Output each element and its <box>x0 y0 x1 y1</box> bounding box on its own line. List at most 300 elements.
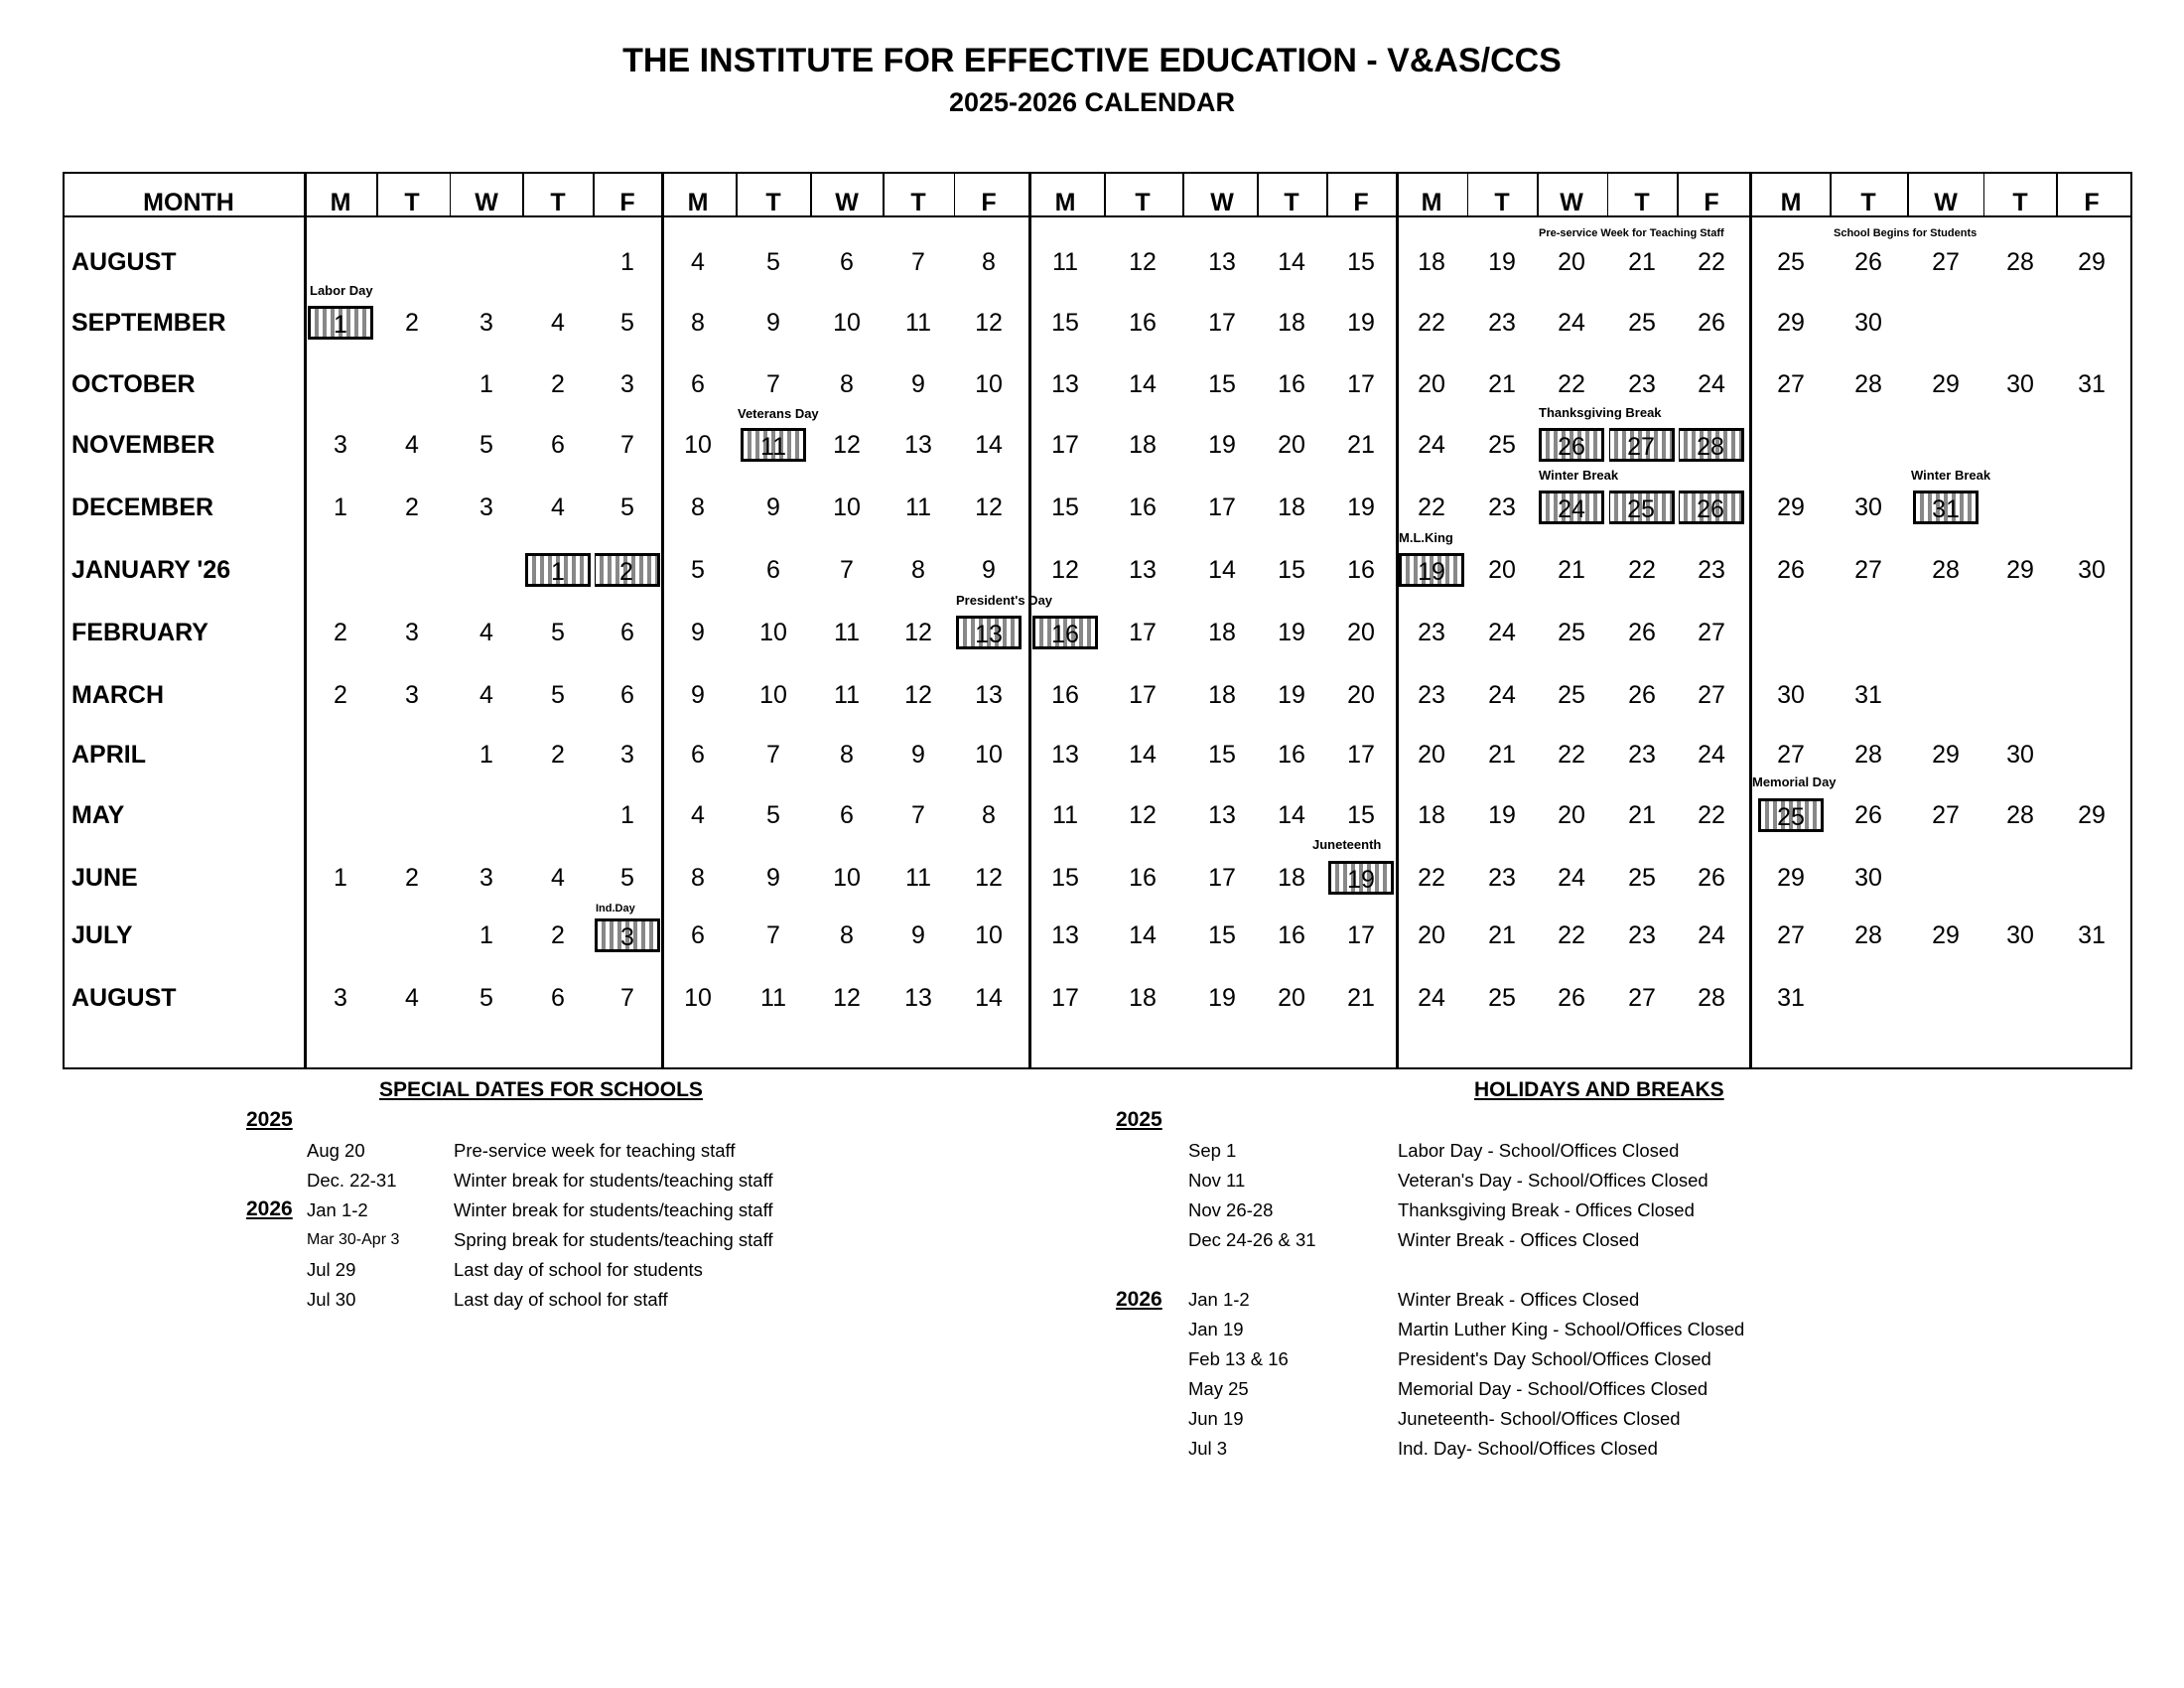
month-name: AUGUST <box>71 984 177 1012</box>
day-cell: 2 <box>405 309 419 337</box>
day-cell: 25 <box>1558 681 1585 709</box>
day-cell: 31 <box>1854 681 1882 709</box>
day-cell: 14 <box>1129 741 1157 769</box>
day-cell: 25 <box>1558 619 1585 646</box>
day-cell: 15 <box>1208 741 1236 769</box>
day-cell: 5 <box>620 493 634 521</box>
day-cell: 26 <box>1777 556 1805 584</box>
day-cell: 20 <box>1418 921 1445 949</box>
day-cell: 28 <box>2006 801 2034 829</box>
day-cell: 30 <box>1854 864 1882 892</box>
preservice-label: Pre-service Week for Teaching Staff <box>1539 227 1724 239</box>
day-cell: 28 <box>1854 370 1882 398</box>
day-cell: 15 <box>1208 370 1236 398</box>
day-cell: 22 <box>1698 248 1725 276</box>
header-day: W <box>1210 189 1234 216</box>
holiday-year-2026: 2026 <box>1116 1288 1162 1311</box>
day-cell: 24 <box>1488 619 1516 646</box>
month-name: AUGUST <box>71 248 177 276</box>
day-cell: 7 <box>911 248 925 276</box>
day-cell: 16 <box>1129 864 1157 892</box>
day-cell: 19 <box>1488 801 1516 829</box>
day-cell: 5 <box>620 309 634 337</box>
header-tick <box>1830 174 1832 215</box>
header-month: MONTH <box>143 189 234 216</box>
day-cell: 11 <box>905 309 931 337</box>
holiday-date: Jan 1-2 <box>1188 1289 1250 1310</box>
day-cell: 2 <box>334 681 347 709</box>
header-day: F <box>2084 189 2100 216</box>
holiday-day-cell: 1 <box>308 306 373 340</box>
day-cell: 10 <box>975 921 1003 949</box>
thanksgiving-label: Thanksgiving Break <box>1539 405 1662 420</box>
header-day: T <box>1135 189 1151 216</box>
day-cell: 19 <box>1208 984 1236 1012</box>
column-divider <box>1749 174 1752 1067</box>
header-tick <box>1983 174 1985 215</box>
day-cell: 1 <box>334 864 347 892</box>
day-cell: 23 <box>1488 309 1516 337</box>
special-desc: Spring break for students/teaching staff <box>454 1229 773 1250</box>
holiday-desc: President's Day School/Offices Closed <box>1398 1348 1711 1369</box>
day-cell: 25 <box>1628 309 1656 337</box>
special-desc: Winter break for students/teaching staff <box>454 1170 773 1191</box>
holiday-day-cell: 3 <box>595 918 660 952</box>
day-cell: 3 <box>479 309 493 337</box>
special-date: Jul 30 <box>307 1289 356 1310</box>
day-cell: 19 <box>1488 248 1516 276</box>
day-cell: 17 <box>1208 864 1236 892</box>
day-cell: 11 <box>1052 801 1078 829</box>
memorial-day-label: Memorial Day <box>1752 774 1837 789</box>
day-cell: 21 <box>1488 741 1516 769</box>
header-day: W <box>1934 189 1958 216</box>
day-cell: 31 <box>2078 921 2106 949</box>
day-cell: 13 <box>1208 248 1236 276</box>
day-cell: 10 <box>833 493 861 521</box>
day-cell: 21 <box>1488 370 1516 398</box>
day-cell: 15 <box>1051 864 1079 892</box>
day-cell: 18 <box>1278 309 1305 337</box>
day-cell: 18 <box>1418 801 1445 829</box>
month-name: MAY <box>71 801 125 829</box>
day-cell: 31 <box>1777 984 1805 1012</box>
holiday-day-cell: 1 <box>525 553 591 587</box>
month-name: JUNE <box>71 864 138 892</box>
day-cell: 25 <box>1488 984 1516 1012</box>
day-cell: 22 <box>1558 921 1585 949</box>
day-cell: 26 <box>1558 984 1585 1012</box>
day-cell: 2 <box>405 864 419 892</box>
day-cell: 19 <box>1347 309 1375 337</box>
holiday-desc: Thanksgiving Break - Offices Closed <box>1398 1199 1695 1220</box>
header-day: M <box>1054 189 1076 216</box>
day-cell: 2 <box>334 619 347 646</box>
day-cell: 12 <box>1051 556 1079 584</box>
day-cell: 8 <box>982 248 996 276</box>
day-cell: 26 <box>1698 864 1725 892</box>
day-cell: 25 <box>1488 431 1516 459</box>
day-cell: 21 <box>1558 556 1585 584</box>
day-cell: 3 <box>334 431 347 459</box>
holiday-date: Feb 13 & 16 <box>1188 1348 1289 1369</box>
holiday-day-cell: 16 <box>1032 616 1098 649</box>
day-cell: 18 <box>1129 984 1157 1012</box>
day-cell: 23 <box>1418 619 1445 646</box>
day-cell: 8 <box>982 801 996 829</box>
day-cell: 16 <box>1129 309 1157 337</box>
day-cell: 5 <box>479 984 493 1012</box>
day-cell: 24 <box>1418 984 1445 1012</box>
day-cell: 12 <box>975 864 1003 892</box>
header-tick <box>736 174 738 215</box>
day-cell: 27 <box>1777 370 1805 398</box>
day-cell: 9 <box>911 370 925 398</box>
header-day: W <box>475 189 498 216</box>
holiday-desc: Martin Luther King - School/Offices Closed <box>1398 1319 1745 1339</box>
day-cell: 28 <box>1854 741 1882 769</box>
day-cell: 3 <box>405 681 419 709</box>
header-day: T <box>1634 189 1650 216</box>
holiday-desc: Winter Break - Offices Closed <box>1398 1289 1640 1310</box>
day-cell: 9 <box>911 741 925 769</box>
day-cell: 23 <box>1698 556 1725 584</box>
holiday-day-cell: 25 <box>1758 798 1824 832</box>
holiday-year-2025: 2025 <box>1116 1108 1162 1131</box>
holiday-desc: Juneteenth- School/Offices Closed <box>1398 1408 1681 1429</box>
day-cell: 2 <box>405 493 419 521</box>
day-cell: 30 <box>1854 493 1882 521</box>
day-cell: 29 <box>1777 864 1805 892</box>
day-cell: 20 <box>1418 741 1445 769</box>
header-day: M <box>1780 189 1802 216</box>
calendar-grid <box>63 172 2132 1069</box>
month-name: NOVEMBER <box>71 431 215 459</box>
day-cell: 26 <box>1698 309 1725 337</box>
day-cell: 13 <box>1051 370 1079 398</box>
day-cell: 16 <box>1129 493 1157 521</box>
day-cell: 16 <box>1278 921 1305 949</box>
day-cell: 22 <box>1628 556 1656 584</box>
day-cell: 4 <box>405 431 419 459</box>
day-cell: 17 <box>1347 741 1375 769</box>
special-desc: Last day of school for students <box>454 1259 703 1280</box>
day-cell: 20 <box>1488 556 1516 584</box>
holiday-day-cell: 31 <box>1913 491 1979 524</box>
day-cell: 10 <box>833 309 861 337</box>
page-subtitle: 2025-2026 CALENDAR <box>948 87 1236 117</box>
day-cell: 12 <box>1129 248 1157 276</box>
holiday-day-cell: 24 <box>1539 491 1604 524</box>
holiday-date: Jul 3 <box>1188 1438 1228 1459</box>
day-cell: 22 <box>1418 309 1445 337</box>
day-cell: 12 <box>833 984 861 1012</box>
holiday-day-cell: 25 <box>1609 491 1675 524</box>
header-day: M <box>330 189 351 216</box>
day-cell: 25 <box>1628 864 1656 892</box>
holiday-desc: Labor Day - School/Offices Closed <box>1398 1140 1680 1161</box>
day-cell: 7 <box>620 984 634 1012</box>
day-cell: 14 <box>1278 248 1305 276</box>
day-cell: 10 <box>975 370 1003 398</box>
day-cell: 1 <box>479 921 493 949</box>
header-day: T <box>910 189 926 216</box>
day-cell: 20 <box>1558 801 1585 829</box>
day-cell: 7 <box>840 556 854 584</box>
day-cell: 18 <box>1418 248 1445 276</box>
day-cell: 6 <box>620 681 634 709</box>
day-cell: 4 <box>479 681 493 709</box>
day-cell: 13 <box>975 681 1003 709</box>
ml-king-label: M.L.King <box>1399 530 1453 545</box>
month-name: SEPTEMBER <box>71 309 226 337</box>
holiday-date: Sep 1 <box>1188 1140 1237 1161</box>
day-cell: 3 <box>479 864 493 892</box>
holiday-date: May 25 <box>1188 1378 1249 1399</box>
day-cell: 27 <box>1777 741 1805 769</box>
day-cell: 22 <box>1698 801 1725 829</box>
holiday-day-cell: 27 <box>1609 428 1675 462</box>
day-cell: 6 <box>551 984 565 1012</box>
day-cell: 20 <box>1278 984 1305 1012</box>
day-cell: 24 <box>1698 370 1725 398</box>
day-cell: 10 <box>759 619 787 646</box>
day-cell: 6 <box>691 741 705 769</box>
day-cell: 18 <box>1208 681 1236 709</box>
day-cell: 1 <box>620 801 634 829</box>
holiday-date: Jun 19 <box>1188 1408 1244 1429</box>
day-cell: 12 <box>904 619 932 646</box>
day-cell: 1 <box>620 248 634 276</box>
day-cell: 29 <box>2006 556 2034 584</box>
day-cell: 5 <box>766 801 780 829</box>
day-cell: 28 <box>1854 921 1882 949</box>
day-cell: 24 <box>1558 864 1585 892</box>
holiday-date: Dec 24-26 & 31 <box>1188 1229 1316 1250</box>
special-date: Aug 20 <box>307 1140 365 1161</box>
day-cell: 14 <box>1129 921 1157 949</box>
day-cell: 23 <box>1628 921 1656 949</box>
day-cell: 4 <box>691 801 705 829</box>
day-cell: 29 <box>2078 801 2106 829</box>
day-cell: 11 <box>760 984 786 1012</box>
day-cell: 4 <box>479 619 493 646</box>
day-cell: 5 <box>620 864 634 892</box>
header-day: F <box>619 189 635 216</box>
day-cell: 9 <box>766 493 780 521</box>
day-cell: 8 <box>691 309 705 337</box>
day-cell: 19 <box>1278 619 1305 646</box>
day-cell: 3 <box>479 493 493 521</box>
header-day: T <box>1494 189 1510 216</box>
day-cell: 4 <box>551 493 565 521</box>
day-cell: 16 <box>1347 556 1375 584</box>
labor-day-label: Labor Day <box>310 283 373 298</box>
header-day: T <box>1284 189 1299 216</box>
header-tick <box>1907 174 1909 215</box>
day-cell: 5 <box>479 431 493 459</box>
day-cell: 15 <box>1208 921 1236 949</box>
day-cell: 13 <box>1051 921 1079 949</box>
header-tick <box>1104 174 1106 215</box>
day-cell: 11 <box>905 864 931 892</box>
day-cell: 4 <box>551 309 565 337</box>
day-cell: 30 <box>2006 370 2034 398</box>
day-cell: 21 <box>1347 431 1375 459</box>
day-cell: 3 <box>405 619 419 646</box>
special-year-2026: 2026 <box>246 1197 293 1220</box>
day-cell: 24 <box>1418 431 1445 459</box>
day-cell: 19 <box>1208 431 1236 459</box>
day-cell: 10 <box>759 681 787 709</box>
day-cell: 12 <box>1129 801 1157 829</box>
day-cell: 25 <box>1777 248 1805 276</box>
day-cell: 23 <box>1488 493 1516 521</box>
day-cell: 9 <box>766 864 780 892</box>
day-cell: 22 <box>1418 864 1445 892</box>
holiday-desc: Memorial Day - School/Offices Closed <box>1398 1378 1708 1399</box>
day-cell: 30 <box>2006 921 2034 949</box>
day-cell: 3 <box>620 741 634 769</box>
day-cell: 23 <box>1628 370 1656 398</box>
day-cell: 13 <box>1129 556 1157 584</box>
day-cell: 4 <box>551 864 565 892</box>
day-cell: 13 <box>1051 741 1079 769</box>
day-cell: 29 <box>1777 309 1805 337</box>
special-dates-heading: SPECIAL DATES FOR SCHOOLS <box>379 1078 703 1101</box>
day-cell: 6 <box>840 801 854 829</box>
holiday-day-cell: 11 <box>741 428 806 462</box>
day-cell: 20 <box>1347 681 1375 709</box>
day-cell: 12 <box>975 493 1003 521</box>
day-cell: 16 <box>1278 741 1305 769</box>
day-cell: 14 <box>1129 370 1157 398</box>
header-day: F <box>1353 189 1369 216</box>
day-cell: 17 <box>1051 431 1079 459</box>
header-day: F <box>981 189 997 216</box>
day-cell: 2 <box>551 370 565 398</box>
day-cell: 26 <box>1628 619 1656 646</box>
school-begins-label: School Begins for Students <box>1834 227 1978 239</box>
day-cell: 28 <box>1932 556 1960 584</box>
day-cell: 21 <box>1628 248 1656 276</box>
day-cell: 26 <box>1854 801 1882 829</box>
day-cell: 5 <box>766 248 780 276</box>
day-cell: 31 <box>2078 370 2106 398</box>
month-name: JANUARY '26 <box>71 556 231 584</box>
day-cell: 2 <box>551 921 565 949</box>
day-cell: 26 <box>1854 248 1882 276</box>
month-name: JULY <box>71 921 133 949</box>
header-day: W <box>835 189 859 216</box>
day-cell: 27 <box>1932 248 1960 276</box>
day-cell: 3 <box>620 370 634 398</box>
header-day: M <box>687 189 709 216</box>
day-cell: 14 <box>975 984 1003 1012</box>
holiday-desc: Ind. Day- School/Offices Closed <box>1398 1438 1658 1459</box>
winter-break-label: Winter Break <box>1539 468 1619 483</box>
day-cell: 11 <box>905 493 931 521</box>
day-cell: 13 <box>904 431 932 459</box>
day-cell: 26 <box>1628 681 1656 709</box>
day-cell: 15 <box>1347 248 1375 276</box>
day-cell: 17 <box>1347 921 1375 949</box>
special-desc: Winter break for students/teaching staff <box>454 1199 773 1220</box>
day-cell: 29 <box>2078 248 2106 276</box>
header-day: T <box>2012 189 2028 216</box>
day-cell: 20 <box>1418 370 1445 398</box>
holiday-date: Jan 19 <box>1188 1319 1244 1339</box>
holiday-date: Nov 11 <box>1188 1170 1246 1191</box>
day-cell: 14 <box>1278 801 1305 829</box>
special-date: Dec. 22-31 <box>307 1170 397 1191</box>
day-cell: 23 <box>1628 741 1656 769</box>
header-day: T <box>550 189 566 216</box>
day-cell: 4 <box>691 248 705 276</box>
day-cell: 13 <box>1208 801 1236 829</box>
holiday-date: Nov 26-28 <box>1188 1199 1274 1220</box>
holiday-day-cell: 19 <box>1328 861 1394 895</box>
day-cell: 17 <box>1208 493 1236 521</box>
day-cell: 10 <box>684 431 712 459</box>
day-cell: 12 <box>904 681 932 709</box>
day-cell: 12 <box>833 431 861 459</box>
day-cell: 9 <box>982 556 996 584</box>
month-name: OCTOBER <box>71 370 196 398</box>
day-cell: 14 <box>1208 556 1236 584</box>
holiday-desc: Veteran's Day - School/Offices Closed <box>1398 1170 1708 1191</box>
day-cell: 8 <box>691 864 705 892</box>
day-cell: 22 <box>1558 741 1585 769</box>
day-cell: 10 <box>684 984 712 1012</box>
day-cell: 14 <box>975 431 1003 459</box>
day-cell: 2 <box>551 741 565 769</box>
day-cell: 20 <box>1347 619 1375 646</box>
day-cell: 27 <box>1628 984 1656 1012</box>
day-cell: 9 <box>691 619 705 646</box>
day-cell: 27 <box>1698 681 1725 709</box>
header-day: M <box>1421 189 1442 216</box>
day-cell: 24 <box>1698 921 1725 949</box>
day-cell: 29 <box>1777 493 1805 521</box>
day-cell: 1 <box>479 370 493 398</box>
header-day: T <box>765 189 781 216</box>
day-cell: 15 <box>1051 493 1079 521</box>
day-cell: 29 <box>1932 370 1960 398</box>
header-tick <box>450 174 452 215</box>
winter-break-label: Winter Break <box>1911 468 1991 483</box>
day-cell: 19 <box>1347 493 1375 521</box>
day-cell: 22 <box>1418 493 1445 521</box>
header-day: T <box>1860 189 1876 216</box>
day-cell: 23 <box>1418 681 1445 709</box>
day-cell: 30 <box>1854 309 1882 337</box>
day-cell: 6 <box>691 921 705 949</box>
day-cell: 7 <box>911 801 925 829</box>
day-cell: 7 <box>766 741 780 769</box>
day-cell: 15 <box>1347 801 1375 829</box>
day-cell: 18 <box>1278 864 1305 892</box>
day-cell: 6 <box>840 248 854 276</box>
juneteenth-label: Juneteenth <box>1312 837 1382 852</box>
day-cell: 27 <box>1932 801 1960 829</box>
day-cell: 28 <box>2006 248 2034 276</box>
day-cell: 6 <box>551 431 565 459</box>
day-cell: 27 <box>1698 619 1725 646</box>
header-tick <box>1182 174 1184 215</box>
day-cell: 22 <box>1558 370 1585 398</box>
day-cell: 17 <box>1051 984 1079 1012</box>
